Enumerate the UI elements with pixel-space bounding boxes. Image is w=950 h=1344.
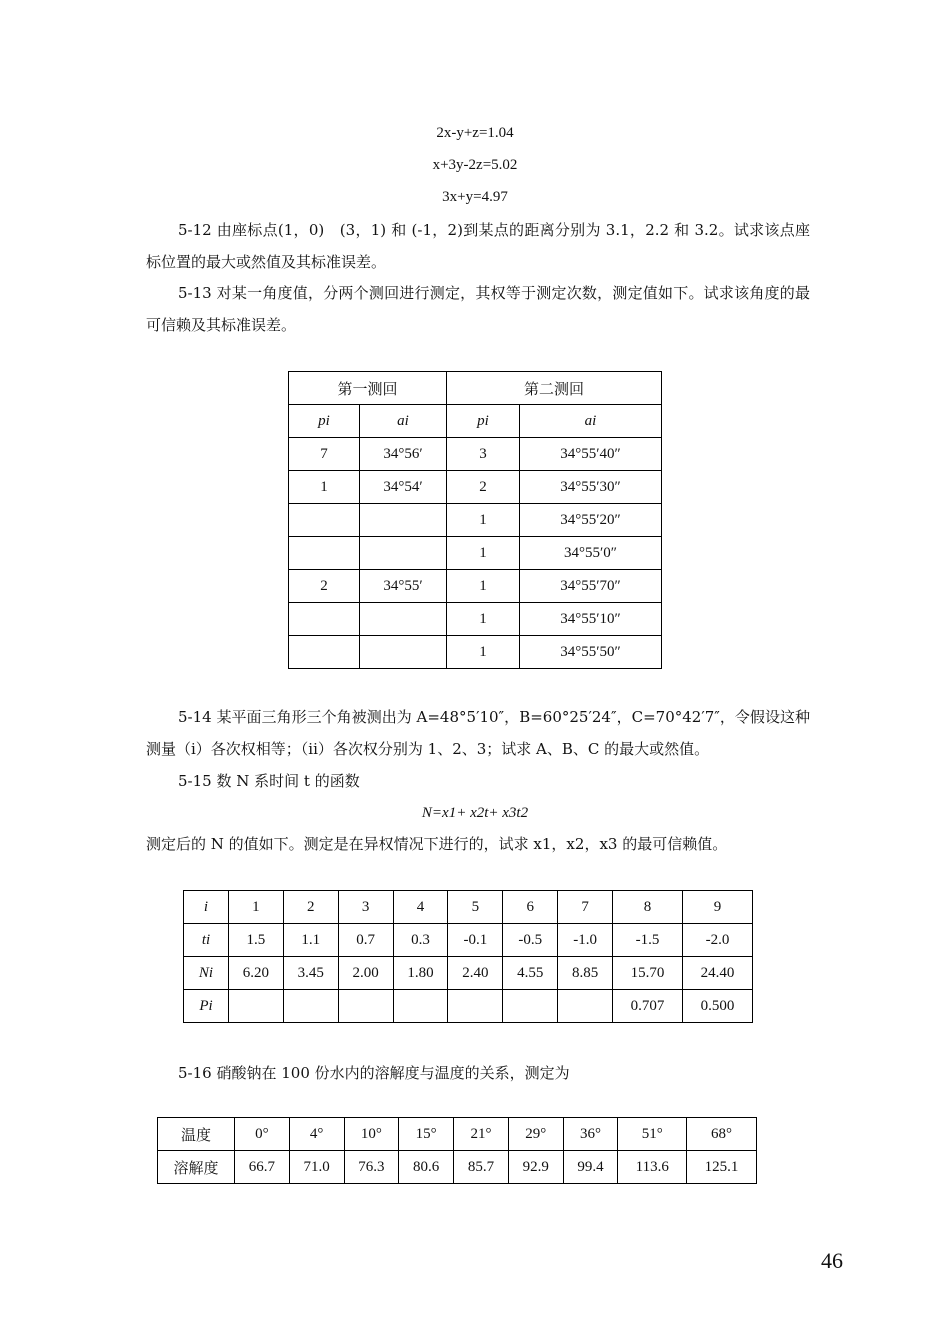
table-cell (289, 636, 360, 669)
table-row (184, 891, 753, 924)
table-cell: 1 (447, 603, 520, 636)
row-label: Pi (184, 990, 229, 1023)
row-label: i (184, 891, 229, 924)
table-cell: 34°55′0″ (520, 537, 662, 570)
table-cell: 34°55′ (360, 570, 447, 603)
table-cell: -2.0 (682, 924, 752, 957)
table-cell: 4° (289, 1118, 344, 1151)
table-cell (360, 636, 447, 669)
table-cell: 99.4 (563, 1151, 618, 1184)
table-cell: 8.85 (558, 957, 613, 990)
table-cell: 1 (289, 471, 360, 504)
page-number: 46 (821, 1248, 843, 1273)
row-label: ti (184, 924, 229, 957)
table-cell (338, 990, 393, 1023)
table-cell: 2 (289, 570, 360, 603)
problem-5-13: 5-13 对某一角度值，分两个测回进行测定，其权等于测定次数，测定值如下。试求该角度的最可信赖及其标准误差。 (146, 284, 810, 334)
table-cell: 24.40 (682, 957, 752, 990)
table-cell: 3.45 (283, 957, 338, 990)
table-row (289, 438, 662, 471)
problem-5-16: 5-16 硝酸钠在 100 份水内的溶解度与温度的关系，测定为 (178, 1064, 570, 1082)
table-cell: 0.707 (613, 990, 683, 1023)
table-cell (289, 504, 360, 537)
table-row (184, 924, 753, 957)
table-row (289, 603, 662, 636)
table-cell: 113.6 (618, 1151, 687, 1184)
row-label: 温度 (158, 1118, 235, 1151)
col-header-a: ai (520, 405, 662, 438)
equation-3: 3x+y=4.97 (442, 189, 508, 205)
table-cell: -0.1 (448, 924, 503, 957)
table-cell: 7 (558, 891, 613, 924)
table-cell (289, 537, 360, 570)
table-cell (558, 990, 613, 1023)
table-cell: 51° (618, 1118, 687, 1151)
table-cell: 1 (229, 891, 284, 924)
table-cell: 15.70 (613, 957, 683, 990)
problem-5-15: 5-15 数 N 系时间 t 的函数 (178, 772, 360, 790)
table-row (289, 636, 662, 669)
table-cell: 8 (613, 891, 683, 924)
table-row (184, 990, 753, 1023)
table-cell: 10° (344, 1118, 399, 1151)
table-cell: 34°55′70″ (520, 570, 662, 603)
table-cell: 1 (447, 504, 520, 537)
table-cell: 3 (338, 891, 393, 924)
table-cell: 34°55′50″ (520, 636, 662, 669)
table-cell: 3 (447, 438, 520, 471)
table-cell: 15° (399, 1118, 454, 1151)
n-t-table (183, 890, 753, 1023)
table-cell (393, 990, 448, 1023)
angle-measurement-table (288, 371, 662, 669)
table-cell: 1 (447, 636, 520, 669)
col-header-p: pi (447, 405, 520, 438)
problem-5-12: 5-12 由座标点(1，0) (3，1) 和 (-1，2)到某点的距离分别为 3.1，2.2 和 3.2。试求该点座标位置的最大或然值及其标准误差。 (146, 221, 810, 271)
table-cell: 1 (447, 570, 520, 603)
table-row (289, 570, 662, 603)
table-cell: 71.0 (289, 1151, 344, 1184)
equation-2: x+3y-2z=5.02 (432, 157, 518, 173)
table-cell: 34°55′10″ (520, 603, 662, 636)
problem-5-15-text: 测定后的 N 的值如下。测定是在异权情况下进行的，试求 x1，x2，x3 的最可信赖值。 (146, 835, 728, 853)
table-cell: 29° (508, 1118, 563, 1151)
table-cell: 66.7 (235, 1151, 290, 1184)
table-cell (229, 990, 284, 1023)
table-row (289, 504, 662, 537)
table-cell: 36° (563, 1118, 618, 1151)
table-cell: 125.1 (687, 1151, 757, 1184)
row-label: Ni (184, 957, 229, 990)
table-cell: 34°54′ (360, 471, 447, 504)
table-row (289, 537, 662, 570)
table-cell (448, 990, 503, 1023)
table-cell: 2 (283, 891, 338, 924)
table-cell: 7 (289, 438, 360, 471)
table-cell (360, 504, 447, 537)
table-cell: 34°55′20″ (520, 504, 662, 537)
table-cell: 80.6 (399, 1151, 454, 1184)
table-cell (289, 603, 360, 636)
col-header-a: ai (360, 405, 447, 438)
col-header-p: pi (289, 405, 360, 438)
row-label: 溶解度 (158, 1151, 235, 1184)
table-cell (503, 990, 558, 1023)
table-cell: -1.5 (613, 924, 683, 957)
table-row (184, 957, 753, 990)
table-cell (360, 537, 447, 570)
table-cell: 76.3 (344, 1151, 399, 1184)
table-cell: 4 (393, 891, 448, 924)
table-cell: 2.40 (448, 957, 503, 990)
table-cell: 2.00 (338, 957, 393, 990)
table-cell: -0.5 (503, 924, 558, 957)
table-cell: 6.20 (229, 957, 284, 990)
table-row (158, 1151, 757, 1184)
problem-5-14: 5-14 某平面三角形三个角被测出为 A=48°5′10″，B=60°25′24″，C=70°42′7″，令假设这种测量（i）各次权相等；（ii）各次权分别为 1、2、3；试求 A、B、C 的最大或然值。 (146, 708, 810, 758)
equation-5-15: N=x1+ x2t+ x3t2 (421, 805, 529, 821)
table-cell: 9 (682, 891, 752, 924)
table-cell (360, 603, 447, 636)
table-cell: 2 (447, 471, 520, 504)
table-cell: 0.3 (393, 924, 448, 957)
table-cell: 34°55′30″ (520, 471, 662, 504)
table-cell: 0.500 (682, 990, 752, 1023)
table-cell: 5 (448, 891, 503, 924)
table-cell: 68° (687, 1118, 757, 1151)
table-cell: 1.1 (283, 924, 338, 957)
table-cell: 85.7 (454, 1151, 509, 1184)
table-cell: 1.5 (229, 924, 284, 957)
table-row (158, 1118, 757, 1151)
table-cell: 34°55′40″ (520, 438, 662, 471)
table-cell: 34°56′ (360, 438, 447, 471)
table-cell: -1.0 (558, 924, 613, 957)
group-header-second: 第二测回 (447, 372, 662, 405)
group-header-first: 第一测回 (289, 372, 447, 405)
table-cell: 4.55 (503, 957, 558, 990)
table-cell: 0.7 (338, 924, 393, 957)
table-cell: 0° (235, 1118, 290, 1151)
table-row (289, 471, 662, 504)
table-cell: 92.9 (508, 1151, 563, 1184)
table-cell: 6 (503, 891, 558, 924)
equation-1: 2x-y+z=1.04 (436, 125, 514, 141)
table-cell (283, 990, 338, 1023)
solubility-table (157, 1117, 757, 1184)
table-cell: 1.80 (393, 957, 448, 990)
table-cell: 1 (447, 537, 520, 570)
table-cell: 21° (454, 1118, 509, 1151)
